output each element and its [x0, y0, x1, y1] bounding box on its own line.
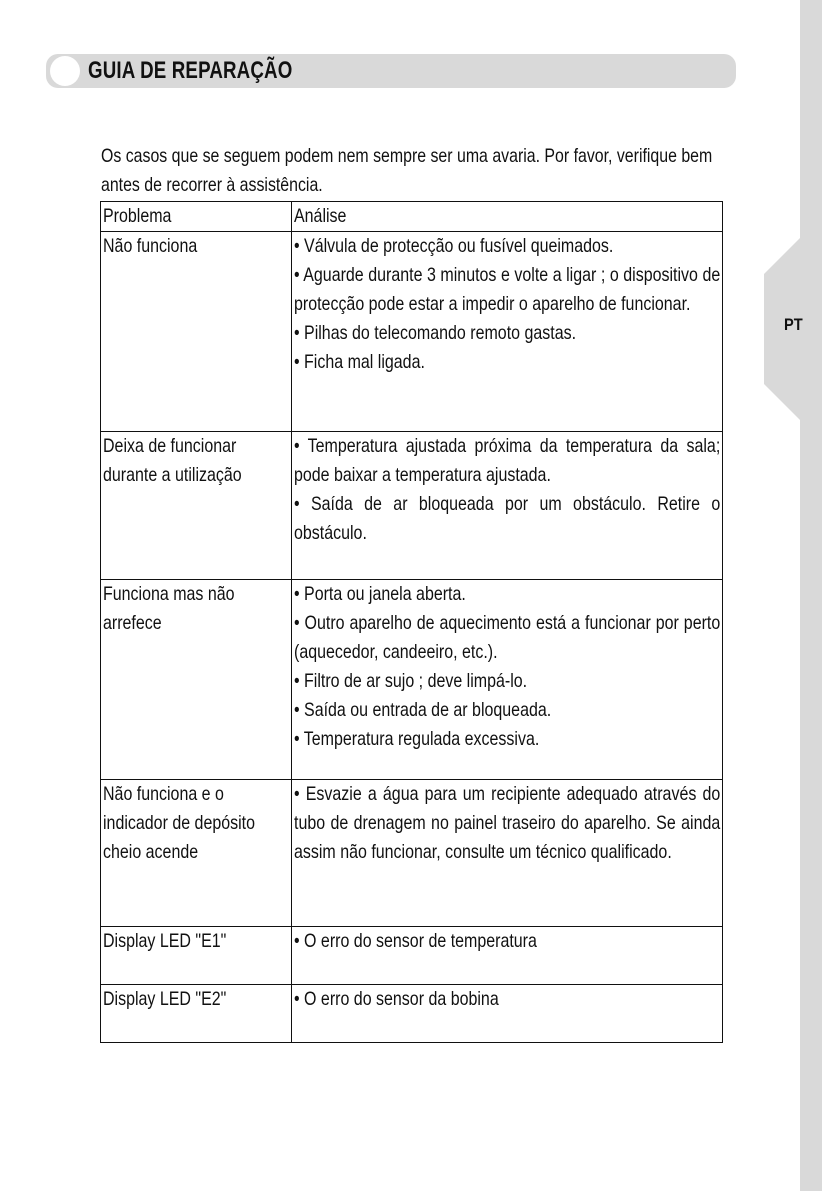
- analysis-item: • O erro do sensor da bobina: [293, 988, 499, 1010]
- table-row: [101, 432, 723, 580]
- problem-cell: Não funciona e o indicador de depósito cheio acende: [101, 780, 292, 927]
- analysis-item: • Porta ou janela aberta.: [293, 583, 466, 605]
- side-margin-band: [800, 0, 822, 1191]
- table-header-row: [101, 202, 723, 232]
- analysis-item: • Aguarde durante 3 minutos e volte a ligar ; o dispositivo de protecção pode estar a impedir o aparelho de funcionar.: [293, 264, 721, 315]
- analysis-cell: [291, 927, 722, 985]
- table-row: [101, 985, 723, 1043]
- analysis-cell: [291, 780, 722, 927]
- analysis-item: • Temperatura ajustada próxima da temperatura da sala; pode baixar a temperatura ajustada.: [293, 435, 721, 486]
- intro-paragraph: Os casos que se seguem podem nem sempre ser uma avaria. Por favor, verifique bem antes de recorrer à assistência.: [101, 145, 713, 196]
- analysis-item: • Temperatura regulada excessiva.: [293, 728, 540, 750]
- header-circle-icon: [50, 56, 80, 86]
- analysis-cell: [291, 432, 722, 580]
- table-row: [101, 580, 723, 780]
- analysis-item: • Outro aparelho de aquecimento está a funcionar por perto (aquecedor, candeeiro, etc.).: [293, 612, 721, 663]
- language-tab-label: PT: [784, 315, 803, 334]
- analysis-item: • Ficha mal ligada.: [293, 351, 425, 373]
- problem-cell: Funciona mas não arrefece: [101, 580, 292, 780]
- problem-cell: Não funciona: [101, 232, 292, 432]
- problem-cell: Display LED "E1": [101, 927, 292, 985]
- analysis-item: • O erro do sensor de temperatura: [293, 930, 537, 952]
- table-row: [101, 927, 723, 985]
- header-cell-problem: Problema: [101, 202, 292, 232]
- analysis-item: • Saída de ar bloqueada por um obstáculo. Retire o obstáculo.: [293, 493, 721, 544]
- analysis-item: • Válvula de protecção ou fusível queimados.: [293, 235, 614, 257]
- page-title: GUIA DE REPARAÇÃO: [88, 57, 293, 84]
- analysis-cell: [291, 232, 722, 432]
- troubleshooting-table: [100, 201, 723, 1043]
- analysis-item: • Saída ou entrada de ar bloqueada.: [293, 699, 552, 721]
- analysis-cell: [291, 580, 722, 780]
- problem-cell: Deixa de funcionar durante a utilização: [101, 432, 292, 580]
- analysis-item: • Filtro de ar sujo ; deve limpá-lo.: [293, 670, 528, 692]
- analysis-cell: [291, 985, 722, 1043]
- header-cell-analysis: Análise: [291, 202, 722, 232]
- table-row: [101, 780, 723, 927]
- problem-cell: Display LED "E2": [101, 985, 292, 1043]
- analysis-item: • Esvazie a água para um recipiente adequado através do tubo de drenagem no painel traseiro do aparelho. Se ainda assim não funcionar, consulte um técnico qualificado.: [293, 783, 721, 863]
- analysis-item: • Pilhas do telecomando remoto gastas.: [293, 322, 576, 344]
- table-row: [101, 232, 723, 432]
